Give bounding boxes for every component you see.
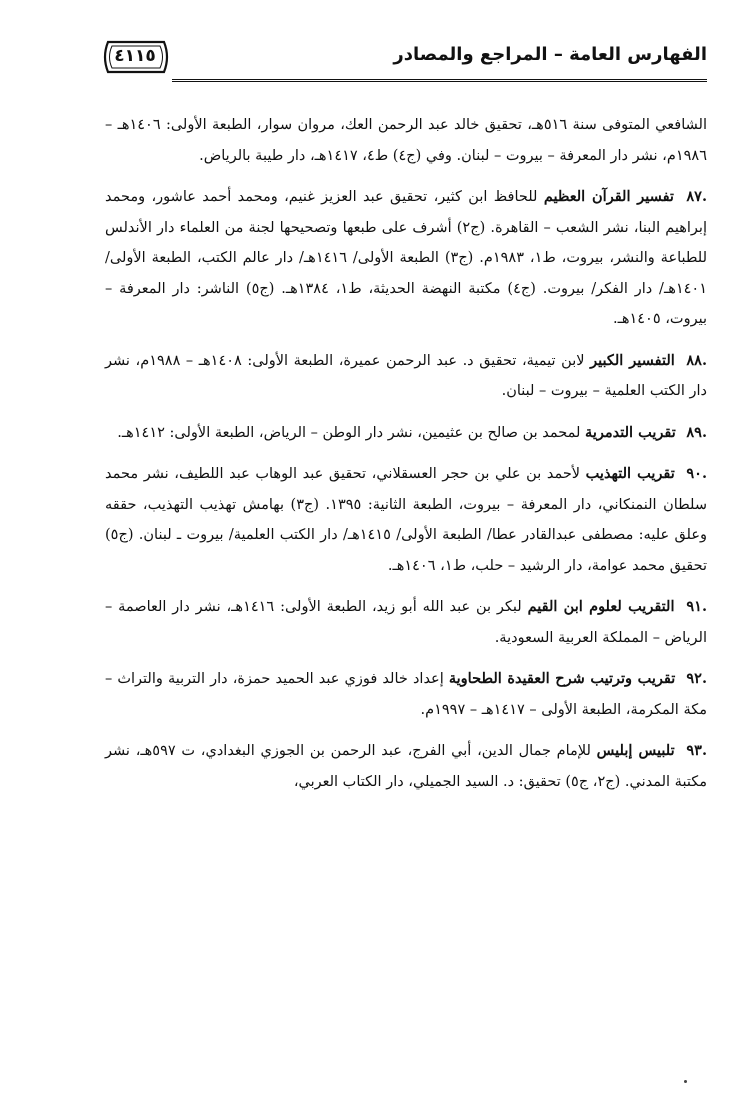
entry-title: تقريب التهذيب [585, 465, 675, 482]
entry-text: لابن تيمية، تحقيق د. عبد الرحمن عميرة، الطبعة الأولى: ١٤٠٨هـ – ١٩٨٨م، نشر دار الكتب العلمية – بيروت – لبنان. [105, 352, 707, 399]
header-divider [172, 79, 707, 82]
entry-text: إعداد خالد فوزي عبد الحميد حمزة، دار التربية والتراث – مكة المكرمة، الطبعة الأولى – ١٤١٧هـ – ١٩٩٧م. [105, 671, 707, 718]
entry-text: للحافظ ابن كثير، تحقيق عبد العزيز غنيم، ومحمد أحمد عاشور، ومحمد إبراهيم البنا، نشر الشعب – القاهرة. (ج٢) أشرف على طبعها وتصحيحها لجنة من العلماء دار الأندلس للطباعة والنشر، بيروت، ط١، ١٩٨٣م. (ج٣) الطبعة الأولى/ ١٤١٦هـ/ دار عالم الكتب، الطبعة الأولى/ ١٤٠١هـ/ دار الفكر/ بيروت. (ج٤) مكتبة النهضة الحديثة، ط١، ١٣٨٤هـ. (ج٥) الناشر: دار المعرفة – بيروت، ١٤٠٥هـ. [105, 189, 707, 327]
entry-number: .٩٢ [686, 670, 707, 687]
entry-title: تلبيس إبليس [596, 742, 675, 759]
page-number: ٤١١٥ [114, 46, 156, 66]
entry-number: .٩٣ [686, 742, 708, 759]
entry-number: .٨٨ [686, 351, 707, 369]
reference-entry [105, 346, 707, 407]
running-title: الفهارس العامة – المراجع والمصادر [393, 44, 707, 65]
entry-text: للإمام جمال الدين، أبي الفرج، عبد الرحمن بن الجوزي البغدادي، ت ٥٩٧هـ، نشر مكتبة المدني. (ج٢، ج٥) تحقيق: د. السيد الجميلي، دار الكتاب العربي، [105, 743, 707, 790]
reference-entry [105, 459, 707, 581]
entry-title: التقريب لعلوم ابن القيم [527, 598, 675, 615]
entry-title: تقريب وترتيب شرح العقيدة الطحاوية [448, 670, 676, 687]
entry-number: .٩٠ [686, 465, 707, 482]
reference-entry [105, 418, 707, 449]
entry-number: .٨٧ [686, 188, 707, 205]
entry-number: .٩١ [686, 598, 708, 615]
entry-title: تفسير القرآن العظيم [543, 188, 674, 205]
reference-entry [105, 110, 707, 171]
page-header [100, 38, 707, 82]
references-list [105, 110, 707, 808]
entry-title: تقريب التدمرية [585, 423, 676, 441]
page-number-frame [100, 38, 172, 76]
reference-entry [105, 664, 707, 725]
entry-number: .٨٩ [686, 423, 707, 441]
footer-mark [684, 1080, 687, 1083]
entry-text: الشافعي المتوفى سنة ٥١٦هـ، تحقيق خالد عبد الرحمن العك، مروان سوار، الطبعة الأولى: ١٤٠٦هـ – ١٩٨٦م، نشر دار المعرفة – بيروت – لبنان. وفي (ج٤) ط٤، ١٤١٧هـ، دار طيبة بالرياض. [105, 117, 707, 164]
reference-entry [105, 182, 707, 335]
reference-entry [105, 592, 707, 653]
reference-entry [105, 736, 707, 797]
entry-text: لأحمد بن علي بن حجر العسقلاني، تحقيق عبد الوهاب عبد اللطيف، نشر محمد سلطان النمنكاني، دار المعرفة – بيروت، الطبعة الثانية: ١٣٩٥. (ج٣) بهامش تهذيب التهذيب، حققه وعلق عليه: مصطفى عبدالقادر عطا/ الطبعة الأولى/ ١٤١٥هـ/ دار الكتب العلمية/ بيروت ـ لبنان. (ج٥) تحقيق محمد عوامة، دار الرشيد – حلب، ط١، ١٤٠٦هـ. [105, 466, 707, 574]
entry-text: لمحمد بن صالح بن عثيمين، نشر دار الوطن – الرياض، الطبعة الأولى: ١٤١٢هـ. [117, 424, 581, 441]
entry-text: لبكر بن عبد الله أبو زيد، الطبعة الأولى: ١٤١٦هـ، نشر دار العاصمة – الرياض – المملكة العربية السعودية. [105, 599, 707, 646]
entry-title: التفسير الكبير [590, 351, 675, 369]
